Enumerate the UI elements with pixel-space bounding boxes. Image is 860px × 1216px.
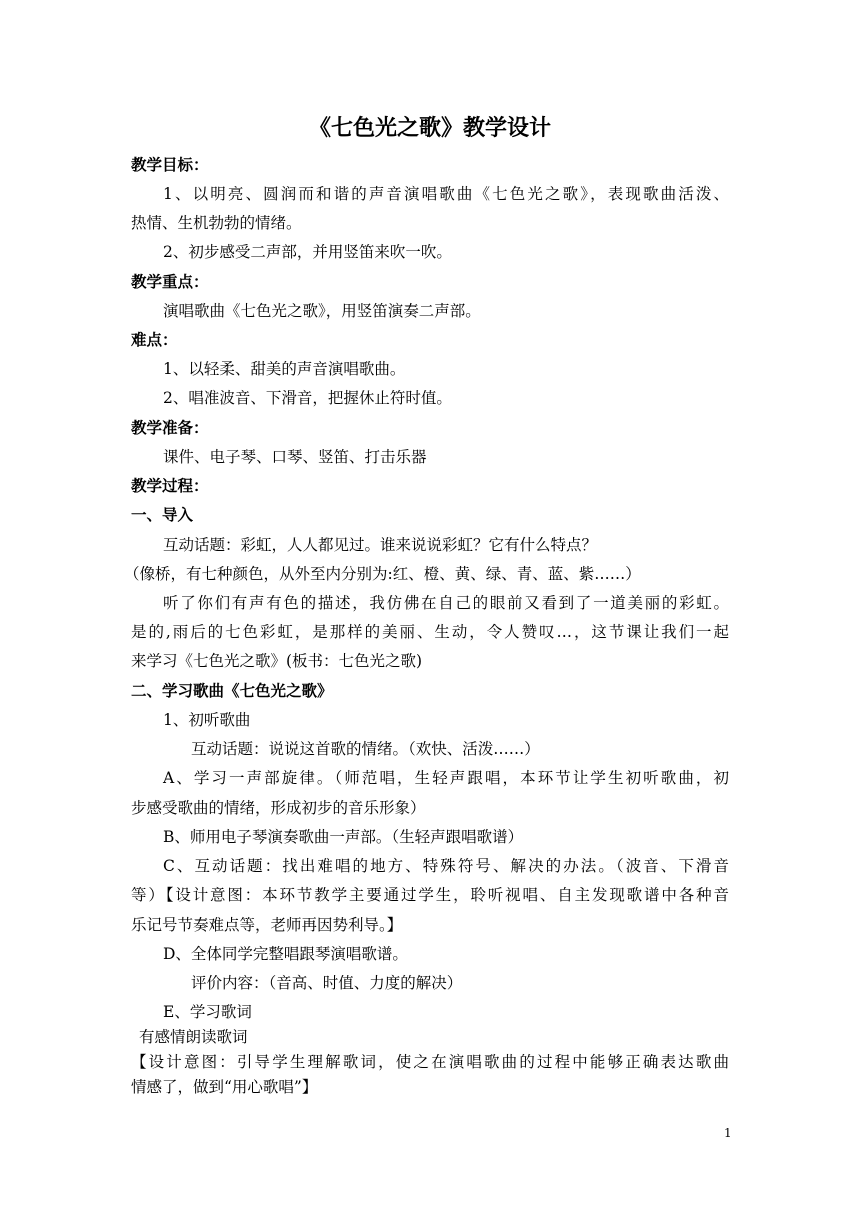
heading-key-points: 教学重点： [131, 273, 209, 291]
step-first-listen: 1、初听歌曲 [163, 711, 251, 729]
goal-item-1: 1、以明亮、圆润而和谐的声音演唱歌曲《七色光之歌》，表现歌曲活泼、 [163, 185, 729, 203]
intro-paragraph-line-1: 听了你们有声有色的描述，我仿佛在自己的眼前又看到了一道美丽的彩虹。 [163, 594, 729, 612]
intro-topic: 互动话题：彩虹，人人都见过。谁来说说彩虹？它有什么特点？ [163, 536, 598, 554]
step-b: B、师用电子琴演奏歌曲一声部。（生轻声跟唱歌谱） [163, 828, 524, 846]
step-c-line-3: 乐记号节奏难点等，老师再因势利导。】 [131, 916, 403, 934]
difficulty-item-2: 2、唱准波音、下滑音，把握休止符时值。 [163, 389, 452, 407]
section-intro-heading: 一、导入 [131, 506, 194, 524]
heading-process: 教学过程： [131, 477, 209, 495]
evaluation-content: 评价内容：（音高、时值、力度的解决） [191, 974, 463, 992]
step-c-line-2: 等）【设计意图：本环节教学主要通过学生，聆听视唱、自主发现歌谱中各种音 [131, 886, 729, 904]
heading-preparation: 教学准备： [131, 419, 209, 437]
goal-item-1-cont: 热情、生机勃勃的情绪。 [131, 214, 302, 232]
step-a-line-1: A、学习一声部旋律。（师范唱，生轻声跟唱，本环节让学生初听歌曲，初 [163, 769, 729, 787]
step-a-line-2: 步感受歌曲的情绪，形成初步的音乐形象） [131, 799, 426, 817]
heading-teaching-goals: 教学目标： [131, 156, 209, 174]
step-c-line-1: C、互动话题：找出难唱的地方、特殊符号、解决的办法。（波音、下滑音 [163, 857, 729, 875]
intro-paragraph-line-3: 来学习《七色光之歌》(板书：七色光之歌) [131, 652, 423, 670]
intro-paragraph-line-2: 是的,雨后的七色彩虹，是那样的美丽、生动，令人赞叹…，这节课让我们一起 [131, 623, 729, 641]
goal-item-2: 2、初步感受二声部，并用竖笛来吹一吹。 [163, 243, 452, 261]
intro-answer: （像桥，有七种颜色，从外至内分别为:红、橙、黄、绿、青、蓝、紫……） [124, 565, 641, 583]
step-d: D、全体同学完整唱跟琴演唱歌谱。 [163, 945, 408, 963]
read-lyrics: 有感情朗读歌词 [139, 1028, 248, 1046]
heading-difficulties: 难点： [131, 331, 178, 349]
key-point-text: 演唱歌曲《七色光之歌》，用竖笛演奏二声部。 [163, 302, 481, 320]
step-e: E、学习歌词 [163, 1003, 252, 1021]
design-intent-line-2: 情感了，做到“用心歌唱”】 [131, 1078, 318, 1096]
design-intent-line-1: 【设计意图：引导学生理解歌词，使之在演唱歌曲的过程中能够正确表达歌曲 [131, 1053, 729, 1071]
section-learn-song-heading: 二、学习歌曲《七色光之歌》 [131, 682, 333, 700]
page-number: 1 [724, 1126, 732, 1140]
listen-topic: 互动话题：说说这首歌的情绪。（欢快、活泼……） [191, 740, 540, 758]
document-title: 《七色光之歌》教学设计 [308, 116, 551, 141]
preparation-text: 课件、电子琴、口琴、竖笛、打击乐器 [163, 448, 427, 466]
difficulty-item-1: 1、以轻柔、甜美的声音演唱歌曲。 [163, 360, 406, 378]
